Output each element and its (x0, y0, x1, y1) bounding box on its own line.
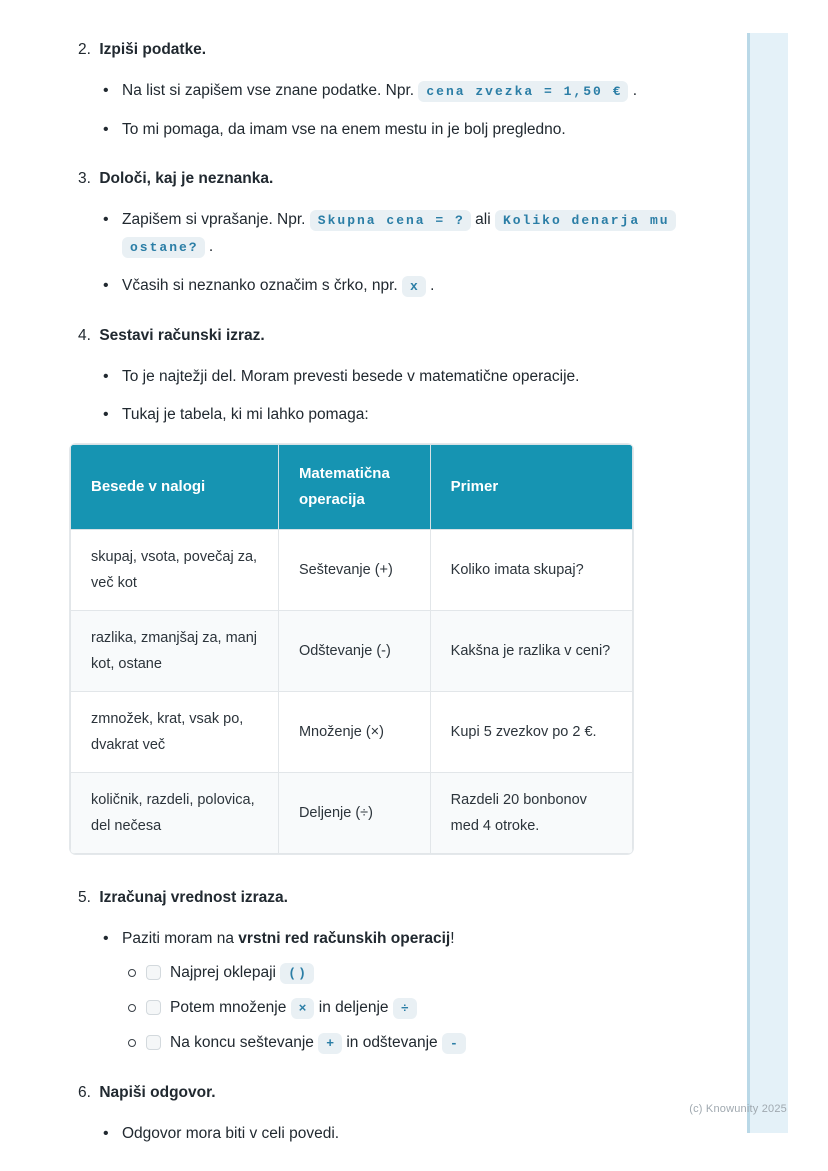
text-segment: Tukaj je tabela, ki mi lahko pomaga: (122, 406, 369, 423)
section-doloci-neznanko (70, 167, 746, 300)
table-row (71, 611, 633, 692)
text-segment: . (204, 238, 214, 255)
order-of-operations-checklist (70, 960, 746, 1057)
text-segment: To mi pomaga, da imam vse na enem mestu in je bolj pregledno. (122, 121, 566, 138)
bullet-item (70, 402, 746, 428)
checklist-item (70, 995, 746, 1022)
section-sestavi-izraz (70, 324, 746, 854)
code-chip: Koliko denarja mu ostane? (122, 210, 676, 258)
checkbox[interactable] (146, 1000, 161, 1015)
section-number: 3. (78, 170, 91, 187)
code-chip: x (402, 276, 426, 297)
table-cell: Odštevanje (-) (278, 611, 430, 692)
section-title: Sestavi računski izraz. (99, 327, 265, 344)
section-number: 5. (78, 889, 91, 906)
section-heading (70, 38, 746, 62)
text-segment: ! (450, 930, 455, 947)
code-chip: × (291, 998, 315, 1019)
bold-text-segment: vrstni red računskih operacij (238, 930, 451, 947)
section-title: Izračunaj vrednost izraza. (99, 889, 288, 906)
table-cell: količnik, razdeli, polovica, del nečesa (71, 773, 279, 854)
bullet-item (70, 364, 746, 390)
table-cell: zmnožek, krat, vsak po, dvakrat več (71, 692, 279, 773)
text-segment: Najprej oklepaji (170, 964, 281, 981)
section-napisi-odgovor (70, 1081, 746, 1147)
table-cell: Deljenje (÷) (278, 773, 430, 854)
text-segment: ali (470, 211, 495, 228)
bullet-list (70, 364, 746, 428)
text-segment: To je najtežji del. Moram prevesti besede v matematične operacije. (122, 368, 580, 385)
table-cell: razlika, zmanjšaj za, manj kot, ostane (71, 611, 279, 692)
code-chip: + (318, 1033, 342, 1054)
code-chip: cena zvezka = 1,50 € (418, 81, 628, 102)
copyright-watermark: (c) Knowunity 2025 (689, 1103, 787, 1115)
bullet-item (70, 117, 746, 143)
section-heading (70, 324, 746, 348)
operations-table (70, 444, 633, 854)
bullet-list (70, 1121, 746, 1147)
vertical-highlight-bar (747, 33, 788, 1133)
bullet-item (70, 1121, 746, 1147)
table-cell: skupaj, vsota, povečaj za, več kot (71, 530, 279, 611)
table-cell: Množenje (×) (278, 692, 430, 773)
section-number: 2. (78, 41, 91, 58)
operations-table-wrapper (70, 444, 633, 854)
code-chip: ÷ (393, 998, 417, 1019)
text-segment: in odštevanje (342, 1034, 442, 1051)
code-chip: - (442, 1033, 466, 1054)
table-header-cell: Matematična operacija (278, 445, 430, 530)
bullet-list (70, 926, 746, 952)
table-header-cell: Primer (430, 445, 632, 530)
bullet-item (70, 78, 746, 105)
section-title: Izpiši podatke. (99, 41, 207, 58)
table-cell: Koliko imata skupaj? (430, 530, 632, 611)
text-segment: Potem množenje (170, 999, 291, 1016)
bullet-list (70, 78, 746, 143)
table-cell: Razdeli 20 bonbonov med 4 otroke. (430, 773, 632, 854)
text-segment: in deljenje (314, 999, 393, 1016)
checklist-item (70, 1030, 746, 1057)
bullet-item (70, 207, 746, 261)
bullet-item (70, 273, 746, 300)
text-segment: Včasih si neznanko označim s črko, npr. (122, 277, 402, 294)
text-segment: Odgovor mora biti v celi povedi. (122, 1125, 340, 1142)
text-segment: . (425, 277, 435, 294)
document-content (70, 38, 746, 1171)
section-title: Določi, kaj je neznanka. (99, 170, 274, 187)
section-number: 4. (78, 327, 91, 344)
table-cell: Seštevanje (+) (278, 530, 430, 611)
bullet-item (70, 926, 746, 952)
table-row (71, 530, 633, 611)
section-heading (70, 886, 746, 910)
section-title: Napiši odgovor. (99, 1084, 216, 1101)
text-segment: Na list si zapišem vse znane podatke. Npr. (122, 82, 419, 99)
text-segment: Zapišem si vprašanje. Npr. (122, 211, 310, 228)
section-izpisi-podatke (70, 38, 746, 143)
section-heading (70, 167, 746, 191)
table-header-cell: Besede v nalogi (71, 445, 279, 530)
checkbox[interactable] (146, 965, 161, 980)
text-segment: Na koncu seštevanje (170, 1034, 319, 1051)
checklist-item (70, 960, 746, 987)
table-header-row (71, 445, 633, 530)
checkbox[interactable] (146, 1035, 161, 1050)
table-cell: Kakšna je razlika v ceni? (430, 611, 632, 692)
section-izracunaj-vrednost (70, 886, 746, 1057)
table-row (71, 773, 633, 854)
bullet-list (70, 207, 746, 300)
section-number: 6. (78, 1084, 91, 1101)
code-chip: Skupna cena = ? (310, 210, 471, 231)
section-heading (70, 1081, 746, 1105)
code-chip: () (280, 963, 314, 984)
table-cell: Kupi 5 zvezkov po 2 €. (430, 692, 632, 773)
text-segment: Paziti moram na (122, 930, 239, 947)
table-row (71, 692, 633, 773)
text-segment: . (628, 82, 638, 99)
